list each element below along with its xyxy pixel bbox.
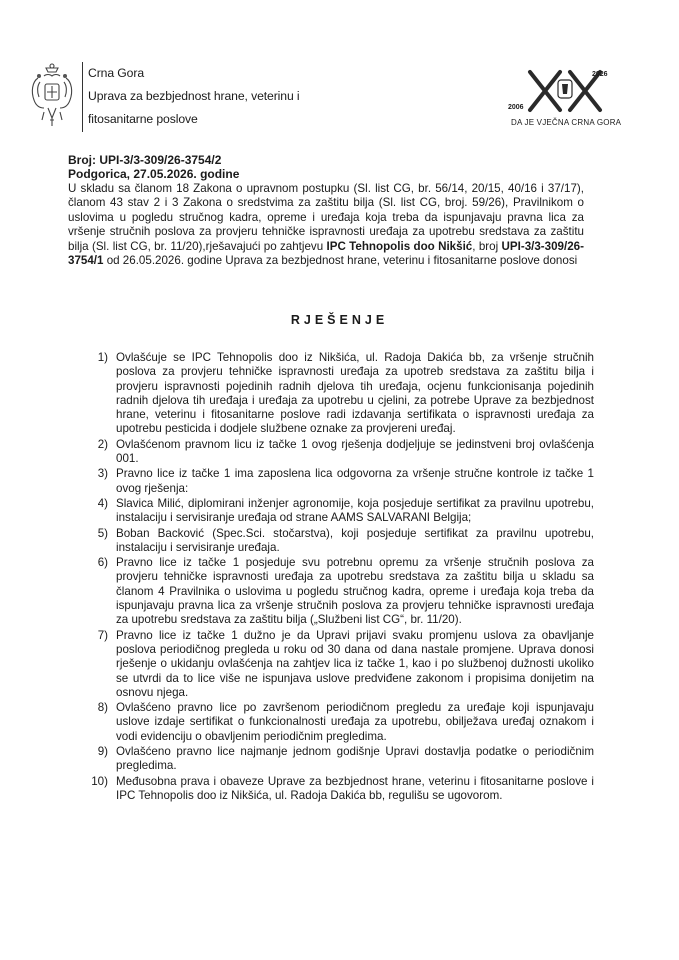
- item-text: Ovlašćuje se IPC Tehnopolis doo iz Nikšića, ul. Radoja Dakića bb, za vršenje stručnih poslova za provjeru tehničke ispravnosti uređaja za upotreb sredstava za zaštitu bilja i provjeru ispravnosti pojedinih radnih djelova tih uređaja, ocjenu funkcionisanja pojedinih radnih djelova tih uređaja i uređaja za upotrebu u cjelini, za potrebe Uprave za bezbjednost hrane, veterinu i fitosanitarne poslove radi izdavanja sertifikata o ispravnosti uređaja za upotrebu pesticida i dodjele službene oznake za provjereni uređaj.: [116, 351, 594, 436]
- item-number: 3): [97, 467, 108, 481]
- item-number: 4): [97, 496, 108, 510]
- item-number: 6): [97, 556, 108, 570]
- decision-item: [84, 775, 594, 804]
- header-country: Crna Gora: [88, 66, 144, 80]
- item-number: 7): [97, 628, 108, 642]
- item-text: Pravno lice iz tačke 1 posjeduje svu potrebnu opremu za vršenje stručnih poslova za provjeru tehničke ispravnosti uređaja za upotrebu sredstava za zaštitu bilja u skladu sa članom 4 Pravilnika o uslovima u pogledu stručnog kadra, opreme i uređaja koja treba da ispunjavaju pravna lica za vršenje stručnih poslova za provjeru tehničke ispravnosti uređaja za upotrebu sredstava za zaštitu bilja („Službeni list CG“, br. 11/20).: [116, 556, 594, 627]
- decision-item: [84, 629, 594, 700]
- decision-item: [84, 745, 594, 774]
- item-number: 1): [97, 351, 108, 364]
- decision-item: [84, 497, 594, 526]
- decision-item: [84, 438, 594, 467]
- item-number: 8): [97, 701, 108, 715]
- intro-text-2: , broj: [472, 239, 502, 253]
- item-text: Ovlašćeno pravno lice najmanje jednom godišnje Upravi dostavlja podatke o periodičnim pregledima.: [116, 745, 594, 773]
- jubilee-year-start: 2006: [508, 104, 524, 111]
- intro-text-3: od 26.05.2026. godine Uprava za bezbjednost hrane, veterinu i fitosanitarne poslove donosi: [103, 254, 578, 268]
- decision-item: [84, 527, 594, 556]
- intro-company: IPC Tehnopolis doo Nikšić: [326, 239, 473, 253]
- item-number: 2): [97, 437, 108, 451]
- item-number: 9): [97, 745, 108, 759]
- decision-title: RJEŠENJE: [290, 313, 389, 327]
- header-divider: [82, 62, 83, 132]
- item-number: 10): [91, 774, 108, 788]
- decision-item: [84, 351, 594, 437]
- item-text: Ovlašćenom pravnom licu iz tačke 1 ovog rješenja dodjeljuje se jedinstveni broj ovlašćenja 001.: [116, 437, 594, 466]
- jubilee-caption: DA JE VJEČNA CRNA GORA: [511, 118, 622, 127]
- item-text: Međusobna prava i obaveze Uprave za bezbjednost hrane, veterinu i fitosanitarne poslove i IPC Tehnopolis doo iz Nikšića, ul. Radoja Dakića bb, regulišu se ugovorom.: [116, 774, 594, 802]
- decision-item: [84, 556, 594, 627]
- item-text: Slavica Milić, diplomirani inženjer agronomije, koja posjeduje sertifikat za pravilnu upotrebu, instalaciju i servisiranje uređaja od strane AAMS SALVARANI Belgija;: [116, 496, 594, 525]
- item-number: 5): [97, 526, 108, 540]
- document-place-date: Podgorica, 27.05.2026. godine: [68, 167, 240, 181]
- coat-of-arms-icon: [28, 62, 76, 130]
- item-text: Boban Backović (Spec.Sci. stočarstva), koji posjeduje sertifikat za pravilnu upotrebu, instalaciju i servisiranje uređaja.: [116, 526, 594, 554]
- item-text: Pravno lice iz tačke 1 ima zaposlena lica odgovorna za vršenje stručne kontrole iz tačke 1 ovog rješenja:: [116, 467, 594, 495]
- document-number: Broj: UPI-3/3-309/26-3754/2: [68, 153, 222, 167]
- intro-request-number: UPI-3/3-309/26-3754/1: [68, 239, 584, 268]
- intro-paragraph: [68, 182, 584, 268]
- header-agency-cont: fitosanitarne poslove: [88, 112, 198, 126]
- item-text: Ovlašćeno pravno lice po završenom periodičnom pregledu za uređaje koji ispunjavaju uslove izdaje sertifikat o funkcionalnosti uređaja za upotrebu, obilježava uređaj oznakom i vodi evidenciju o obavljenim periodičnim pregledima.: [116, 701, 594, 743]
- item-text: Pravno lice iz tačke 1 dužno je da Upravi prijavi svaku promjenu uslova za obavljanje poslova periodičnog pregleda u roku od 30 dana od dana nastale promjene. Uprava donosi rješenje o ukidanju ovlašćenja na zahtjev lica iz tačke 1, kao i po službenoj dužnosti ukoliko se utvrdi da to lice više ne ispunjava uslove predviđene zakonom i propisima donijetim na osnovu njega.: [116, 628, 594, 699]
- intro-text-1: U skladu sa članom 18 Zakona o upravnom postupku (Sl. list CG, br. 56/14, 20/15, 40/16 i 37/17), članom 43 stav 2 i 3 Zakona o sredstvima za zaštitu bilja (Sl. list CG, broj. 59/26), Pravilnikom o uslovima u pogledu stručnog kadra, opreme i uređaja koja treba da ispunjavaju pravna lica za vršenje stručnih poslova za provjeru tehničke ispravnosti uređaja za upotrebu sredstava za zaštitu bilja (Sl. list CG, br. 11/20),rješavajući po zahtjevu: [68, 182, 584, 253]
- decision-item: [84, 467, 594, 496]
- jubilee-logo-icon: [502, 66, 628, 124]
- decision-items: [84, 351, 594, 804]
- header-agency: Uprava za bezbjednost hrane, veterinu i: [88, 89, 300, 103]
- decision-item: [84, 701, 594, 744]
- jubilee-year-end: 2026: [592, 71, 608, 78]
